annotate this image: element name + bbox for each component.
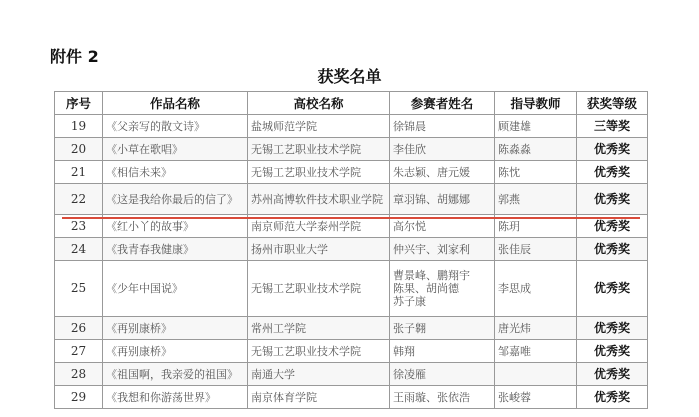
row-teacher: 邹嘉唯: [495, 340, 577, 363]
row-work: 《少年中国说》: [103, 261, 248, 317]
row-work: 《我青春我健康》: [103, 238, 248, 261]
row-participants: 徐锦晨: [390, 115, 495, 138]
row-school: 无锡工艺职业技术学院: [248, 340, 390, 363]
row-participants: 韩翔: [390, 340, 495, 363]
header-participants: 参赛者姓名: [390, 92, 495, 115]
row-school: 无锡工艺职业技术学院: [248, 261, 390, 317]
row-index: 21: [55, 161, 103, 184]
award-table: [54, 91, 648, 409]
row-award: 优秀奖: [577, 363, 648, 386]
table-row: [55, 340, 648, 363]
table-row: [55, 138, 648, 161]
header-award: 获奖等级: [577, 92, 648, 115]
row-award: 优秀奖: [577, 184, 648, 215]
attachment-label: 附件 2: [50, 47, 99, 66]
row-teacher: 张佳辰: [495, 238, 577, 261]
row-teacher: 顾建雄: [495, 115, 577, 138]
row-work: 《相信未来》: [103, 161, 248, 184]
row-teacher: 陈忱: [495, 161, 577, 184]
row-work: 《小草在歌唱》: [103, 138, 248, 161]
row-school: 南京体育学院: [248, 386, 390, 409]
row-index: 20: [55, 138, 103, 161]
row-participants: 徐凌雁: [390, 363, 495, 386]
row-work: 《父亲写的散文诗》: [103, 115, 248, 138]
row-participants: 章羽锦、胡娜娜: [390, 184, 495, 215]
row-work: 《红小丫的故事》: [103, 215, 248, 238]
row-award: 优秀奖: [577, 161, 648, 184]
row-work: 《我想和你游荡世界》: [103, 386, 248, 409]
table-row: [55, 386, 648, 409]
row-award: 优秀奖: [577, 238, 648, 261]
row-index: 28: [55, 363, 103, 386]
row-index: 26: [55, 317, 103, 340]
row-index: 23: [55, 215, 103, 238]
row-school: 南通大学: [248, 363, 390, 386]
row-participants: 仲兴宇、刘家利: [390, 238, 495, 261]
row-teacher: 陈玥: [495, 215, 577, 238]
row-school: 常州工学院: [248, 317, 390, 340]
row-school: 苏州高博软件技术职业学院: [248, 184, 390, 215]
row-index: 27: [55, 340, 103, 363]
document-title: 获奖名单: [317, 67, 382, 86]
row-work: 《再别康桥》: [103, 317, 248, 340]
table-header-row: [55, 92, 648, 115]
header-index: 序号: [55, 92, 103, 115]
row-index: 29: [55, 386, 103, 409]
row-award: 优秀奖: [577, 340, 648, 363]
row-school: 无锡工艺职业技术学院: [248, 138, 390, 161]
row-award: 三等奖: [577, 115, 648, 138]
row-participants: 李佳欣: [390, 138, 495, 161]
row-participants: 张子翱: [390, 317, 495, 340]
row-participants: 高尔悦: [390, 215, 495, 238]
header-work: 作品名称: [103, 92, 248, 115]
row-award: 优秀奖: [577, 386, 648, 409]
row-award: 优秀奖: [577, 261, 648, 317]
row-teacher: 陈淼淼: [495, 138, 577, 161]
row-teacher: 李思成: [495, 261, 577, 317]
row-work: 《祖国啊，我亲爱的祖国》: [103, 363, 248, 386]
header-school: 高校名称: [248, 92, 390, 115]
annotation-underline: [62, 217, 640, 219]
row-work: 《再别康桥》: [103, 340, 248, 363]
row-teacher: 张峻蓉: [495, 386, 577, 409]
row-award: 优秀奖: [577, 317, 648, 340]
row-award: 优秀奖: [577, 215, 648, 238]
table-row: [55, 161, 648, 184]
row-work: 《这是我给你最后的信了》: [103, 184, 248, 215]
row-school: 南京师范大学泰州学院: [248, 215, 390, 238]
row-teacher: 唐光炜: [495, 317, 577, 340]
table-row: [55, 363, 648, 386]
row-participants: 王雨璇、张依浩: [390, 386, 495, 409]
table-row: [55, 261, 648, 317]
row-index: 19: [55, 115, 103, 138]
table-row: [55, 184, 648, 215]
row-index: 25: [55, 261, 103, 317]
row-participants: 朱志颖、唐元媛: [390, 161, 495, 184]
table-row: [55, 238, 648, 261]
row-teacher: [495, 363, 577, 386]
row-school: 无锡工艺职业技术学院: [248, 161, 390, 184]
header-teacher: 指导教师: [495, 92, 577, 115]
row-school: 盐城师范学院: [248, 115, 390, 138]
row-participants: 曹景峰、鹏翔宇 陈果、胡尚德 苏子康: [390, 261, 495, 317]
row-school: 扬州市职业大学: [248, 238, 390, 261]
table-row: [55, 317, 648, 340]
row-index: 22: [55, 184, 103, 215]
row-award: 优秀奖: [577, 138, 648, 161]
row-index: 24: [55, 238, 103, 261]
table-row: [55, 115, 648, 138]
row-teacher: 郭燕: [495, 184, 577, 215]
